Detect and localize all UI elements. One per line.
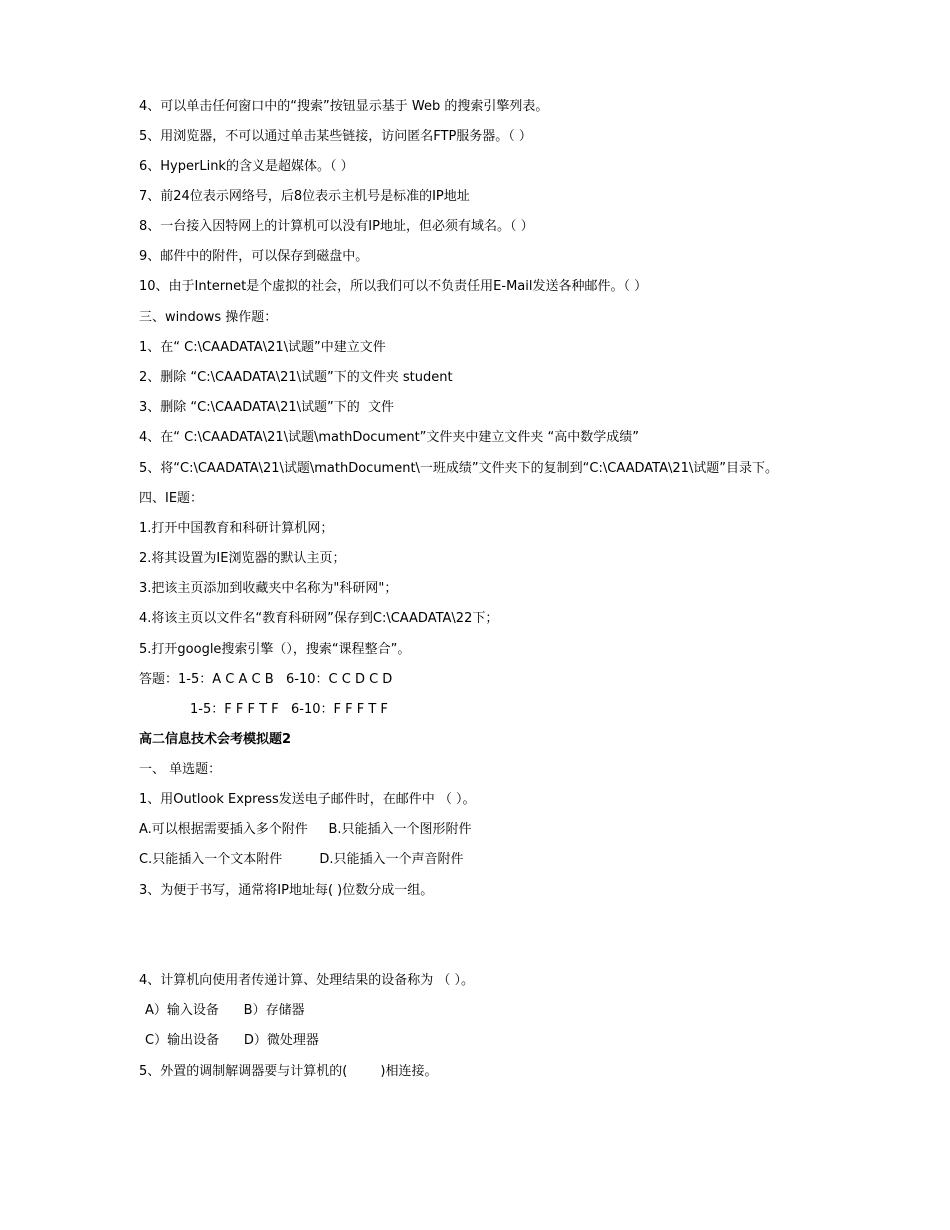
text-line: 6、HyperLink的含义是超媒体。（ ）: [139, 159, 354, 174]
question-line: 3、为便于书写，通常将IP地址每( )位数分成一组。: [139, 883, 434, 898]
text-line: 10、由于Internet是个虚拟的社会，所以我们可以不负责任用E-Mail发送各种邮件。（ ）: [139, 279, 648, 294]
section-heading: 一、 单选题：: [139, 762, 222, 777]
text-line: 3.把该主页添加到收藏夹中名称为"科研网"；: [139, 581, 398, 596]
option-line: A）输入设备 B）存储器: [145, 1003, 305, 1018]
text-line: 4、可以单击任何窗口中的“搜索”按钮显示基于 Web 的搜索引擎列表。: [139, 99, 549, 114]
text-line: 7、前24位表示网络号，后8位表示主机号是标准的IP地址: [139, 189, 470, 204]
question-line: 4、计算机向使用者传递计算、处理结果的设备称为 （ ）。: [139, 973, 475, 988]
text-line: 1.打开中国教育和科研计算机网；: [139, 521, 334, 536]
section-heading: 三、windows 操作题：: [139, 310, 278, 325]
text-line: 5、将“C:\CAADATA\21\试题\mathDocument\一班成绩”文件夹下的复制到“C:\CAADATA\21\试题”目录下。: [139, 461, 778, 476]
text-line: 3、删除 “C:\CAADATA\21\试题”下的 文件: [139, 400, 394, 415]
text-line: 4.将该主页以文件名“教育科研网”保存到C:\CAADATA\22下；: [139, 611, 499, 626]
answer-line: 1-5：F F F T F 6-10：F F F T F: [190, 702, 388, 717]
option-line: C）输出设备 D）微处理器: [145, 1033, 319, 1048]
answer-line: 答题：1-5：A C A C B 6-10：C C D C D: [139, 672, 393, 687]
option-line: C.只能插入一个文本附件 D.只能插入一个声音附件: [139, 852, 464, 867]
text-line: 2.将其设置为IE浏览器的默认主页；: [139, 551, 346, 566]
text-line: 9、邮件中的附件，可以保存到磁盘中。: [139, 249, 369, 264]
section-heading: 四、IE题：: [139, 491, 204, 506]
question-line: 1、用Outlook Express发送电子邮件时，在邮件中 （ ）。: [139, 792, 476, 807]
question-line: 5、外置的调制解调器要与计算机的( )相连接。: [139, 1064, 438, 1079]
document-title: 高二信息技术会考模拟题2: [139, 732, 292, 747]
option-line: A.可以根据需要插入多个附件 B.只能插入一个图形附件: [139, 822, 472, 837]
text-line: 1、在“ C:\CAADATA\21\试题”中建立文件: [139, 340, 386, 355]
text-line: 4、在“ C:\CAADATA\21\试题\mathDocument”文件夹中建立文件夹 “高中数学成绩”: [139, 430, 640, 445]
text-line: 5.打开google搜索引擎（），搜索“课程整合”。: [139, 642, 411, 657]
text-line: 5、用浏览器，不可以通过单击某些链接，访问匿名FTP服务器。（ ）: [139, 129, 532, 144]
text-line: 2、删除 “C:\CAADATA\21\试题”下的文件夹 student: [139, 370, 453, 385]
text-line: 8、一台接入因特网上的计算机可以没有IP地址，但必须有域名。（ ）: [139, 219, 534, 234]
